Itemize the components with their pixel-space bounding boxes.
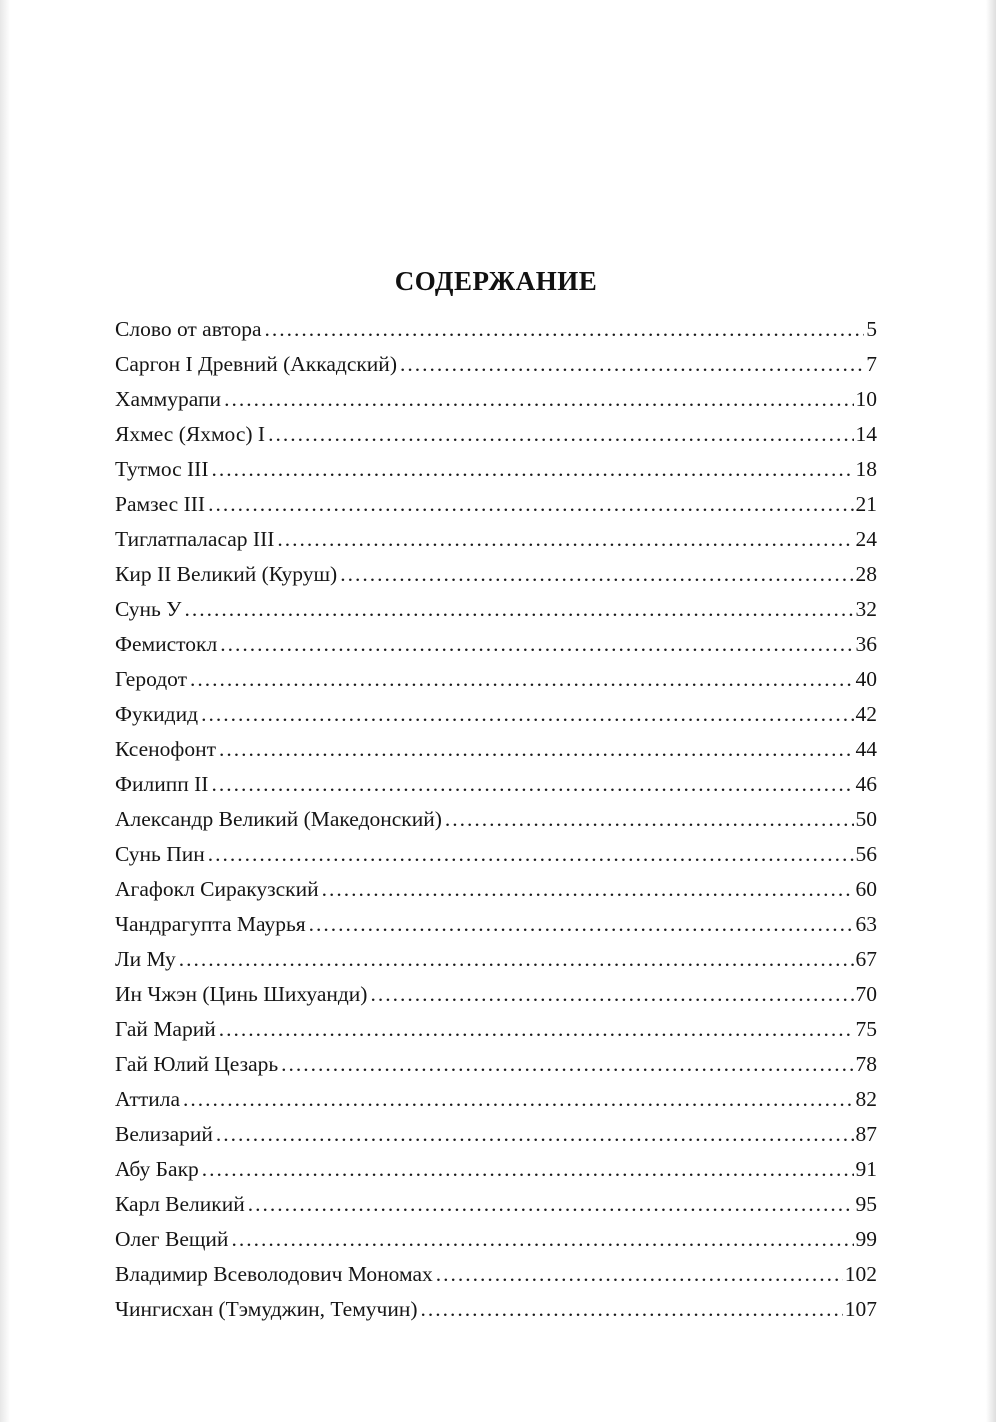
toc-entry-label: Яхмес (Яхмос) I: [115, 422, 266, 446]
toc-entry-page: 32: [855, 597, 877, 621]
toc-dot-leader: [277, 522, 853, 557]
page-title: СОДЕРЖАНИЕ: [394, 266, 598, 296]
toc-entry-label: Ксенофонт: [115, 737, 216, 761]
toc-entry: [115, 1292, 877, 1327]
toc-entry: [115, 662, 877, 697]
toc-dot-leader: [248, 1187, 854, 1222]
toc-entry-page: 44: [855, 737, 877, 761]
toc-entry: [115, 907, 877, 942]
toc-dot-leader: [268, 417, 853, 452]
toc-entry-page: 36: [855, 632, 877, 656]
toc-entry-page: 67: [855, 947, 877, 971]
toc-dot-leader: [265, 312, 865, 347]
toc-entry: [115, 347, 877, 382]
toc-entry: [115, 1117, 877, 1152]
toc-entry-label: Филипп II: [115, 772, 209, 796]
toc-entry-label: Кир II Великий (Куруш): [115, 562, 338, 586]
toc-entry-page: 107: [844, 1297, 877, 1321]
page-right-edge-shading: [986, 0, 996, 1422]
toc-entry-page: 21: [855, 492, 877, 516]
toc-entry-page: 63: [855, 912, 877, 936]
toc-entry: [115, 1047, 877, 1082]
toc-entry: [115, 1257, 877, 1292]
toc-dot-leader: [224, 382, 853, 417]
toc-entry-label: Геродот: [115, 667, 188, 691]
toc-entry-label: Тиглатпаласар III: [115, 527, 275, 551]
toc-entry-page: 50: [855, 807, 877, 831]
toc-dot-leader: [219, 732, 854, 767]
toc-entry-label: Олег Вещий: [115, 1227, 229, 1251]
toc-entry: [115, 452, 877, 487]
toc-entry-page: 75: [855, 1017, 877, 1041]
toc-entry-page: 60: [855, 877, 877, 901]
toc-content: [115, 266, 877, 1327]
toc-entry-label: Слово от автора: [115, 317, 262, 341]
toc-dot-leader: [281, 1047, 853, 1082]
toc-entry-label: Чингисхан (Тэмуджин, Темучин): [115, 1297, 418, 1321]
toc-dot-leader: [216, 1117, 854, 1152]
toc-entry-page: 42: [855, 702, 877, 726]
toc-entry-page: 24: [855, 527, 877, 551]
toc-dot-leader: [179, 942, 854, 977]
toc-entry-page: 56: [855, 842, 877, 866]
toc-entry: [115, 522, 877, 557]
toc-entry: [115, 977, 877, 1012]
toc-entry-page: 102: [844, 1262, 877, 1286]
toc-entry: [115, 1222, 877, 1257]
toc-entry: [115, 942, 877, 977]
toc-entry-label: Тутмос III: [115, 457, 209, 481]
toc-entry-label: Александр Великий (Македонский): [115, 807, 442, 831]
toc-entry-label: Абу Бакр: [115, 1157, 199, 1181]
toc-entry-label: Фукидид: [115, 702, 199, 726]
toc-entry-page: 18: [855, 457, 877, 481]
toc-entry-page: 82: [855, 1087, 877, 1111]
toc-entry: [115, 417, 877, 452]
toc-dot-leader: [190, 662, 853, 697]
toc-entry-label: Карл Великий: [115, 1192, 245, 1216]
toc-entry: [115, 1152, 877, 1187]
toc-entry-page: 40: [855, 667, 877, 691]
toc-entry-label: Хаммурапи: [115, 387, 222, 411]
toc-dot-leader: [436, 1257, 843, 1292]
toc-dot-leader: [208, 837, 854, 872]
toc-entry: [115, 732, 877, 767]
toc-entry-page: 78: [855, 1052, 877, 1076]
toc-entry: [115, 487, 877, 522]
toc-entry-label: Гай Юлий Цезарь: [115, 1052, 279, 1076]
toc-entry-page: 87: [855, 1122, 877, 1146]
toc-entry-page: 70: [855, 982, 877, 1006]
toc-entry-page: 91: [855, 1157, 877, 1181]
toc-entry: [115, 1187, 877, 1222]
toc-dot-leader: [201, 697, 853, 732]
toc-dot-leader: [445, 802, 854, 837]
toc-entry-label: Фемистокл: [115, 632, 218, 656]
toc-entry: [115, 627, 877, 662]
toc-entry-page: 46: [855, 772, 877, 796]
toc-dot-leader: [309, 907, 854, 942]
toc-dot-leader: [208, 487, 853, 522]
toc-entry-label: Велизарий: [115, 1122, 213, 1146]
toc-entry-page: 14: [855, 422, 877, 446]
toc-entry-page: 7: [866, 352, 877, 376]
toc-dot-leader: [220, 627, 853, 662]
toc-entry-page: 99: [855, 1227, 877, 1251]
toc-entry-label: Аттила: [115, 1087, 181, 1111]
toc-entry: [115, 382, 877, 417]
page-left-edge-shading: [0, 0, 10, 1422]
toc-entry: [115, 1082, 877, 1117]
toc-entry-label: Рамзес III: [115, 492, 206, 516]
toc-entry-label: Ин Чжэн (Цинь Шихуанди): [115, 982, 368, 1006]
toc-dot-leader: [184, 592, 853, 627]
toc-entry-page: 5: [866, 317, 877, 341]
toc-entry-label: Сунь У: [115, 597, 182, 621]
toc-entry-page: 10: [855, 387, 877, 411]
toc-entry-label: Чандрагупта Маурья: [115, 912, 306, 936]
toc-entry: [115, 697, 877, 732]
toc-dot-leader: [212, 452, 854, 487]
toc-entry: [115, 1012, 877, 1047]
toc-entry-label: Саргон I Древний (Аккадский): [115, 352, 397, 376]
toc-entry-page: 95: [855, 1192, 877, 1216]
toc-dot-leader: [231, 1222, 853, 1257]
toc-dot-leader: [183, 1082, 853, 1117]
toc-entry: [115, 557, 877, 592]
toc-dot-leader: [370, 977, 853, 1012]
toc-entry: [115, 837, 877, 872]
toc-entry: [115, 312, 877, 347]
toc-dot-leader: [211, 767, 853, 802]
toc-entry: [115, 802, 877, 837]
toc-entry-label: Гай Марий: [115, 1017, 216, 1041]
toc-entry: [115, 872, 877, 907]
toc-entry-page: 28: [855, 562, 877, 586]
toc-dot-leader: [219, 1012, 854, 1047]
toc-entry-label: Сунь Пин: [115, 842, 205, 866]
toc-entry-label: Ли Му: [115, 947, 176, 971]
toc-list: [115, 312, 877, 1327]
toc-entry-label: Агафокл Сиракузский: [115, 877, 319, 901]
toc-dot-leader: [322, 872, 854, 907]
toc-dot-leader: [421, 1292, 843, 1327]
toc-dot-leader: [202, 1152, 854, 1187]
toc-dot-leader: [340, 557, 853, 592]
toc-entry-label: Владимир Всеволодович Мономах: [115, 1262, 433, 1286]
toc-dot-leader: [400, 347, 864, 382]
toc-entry: [115, 592, 877, 627]
toc-entry: [115, 767, 877, 802]
